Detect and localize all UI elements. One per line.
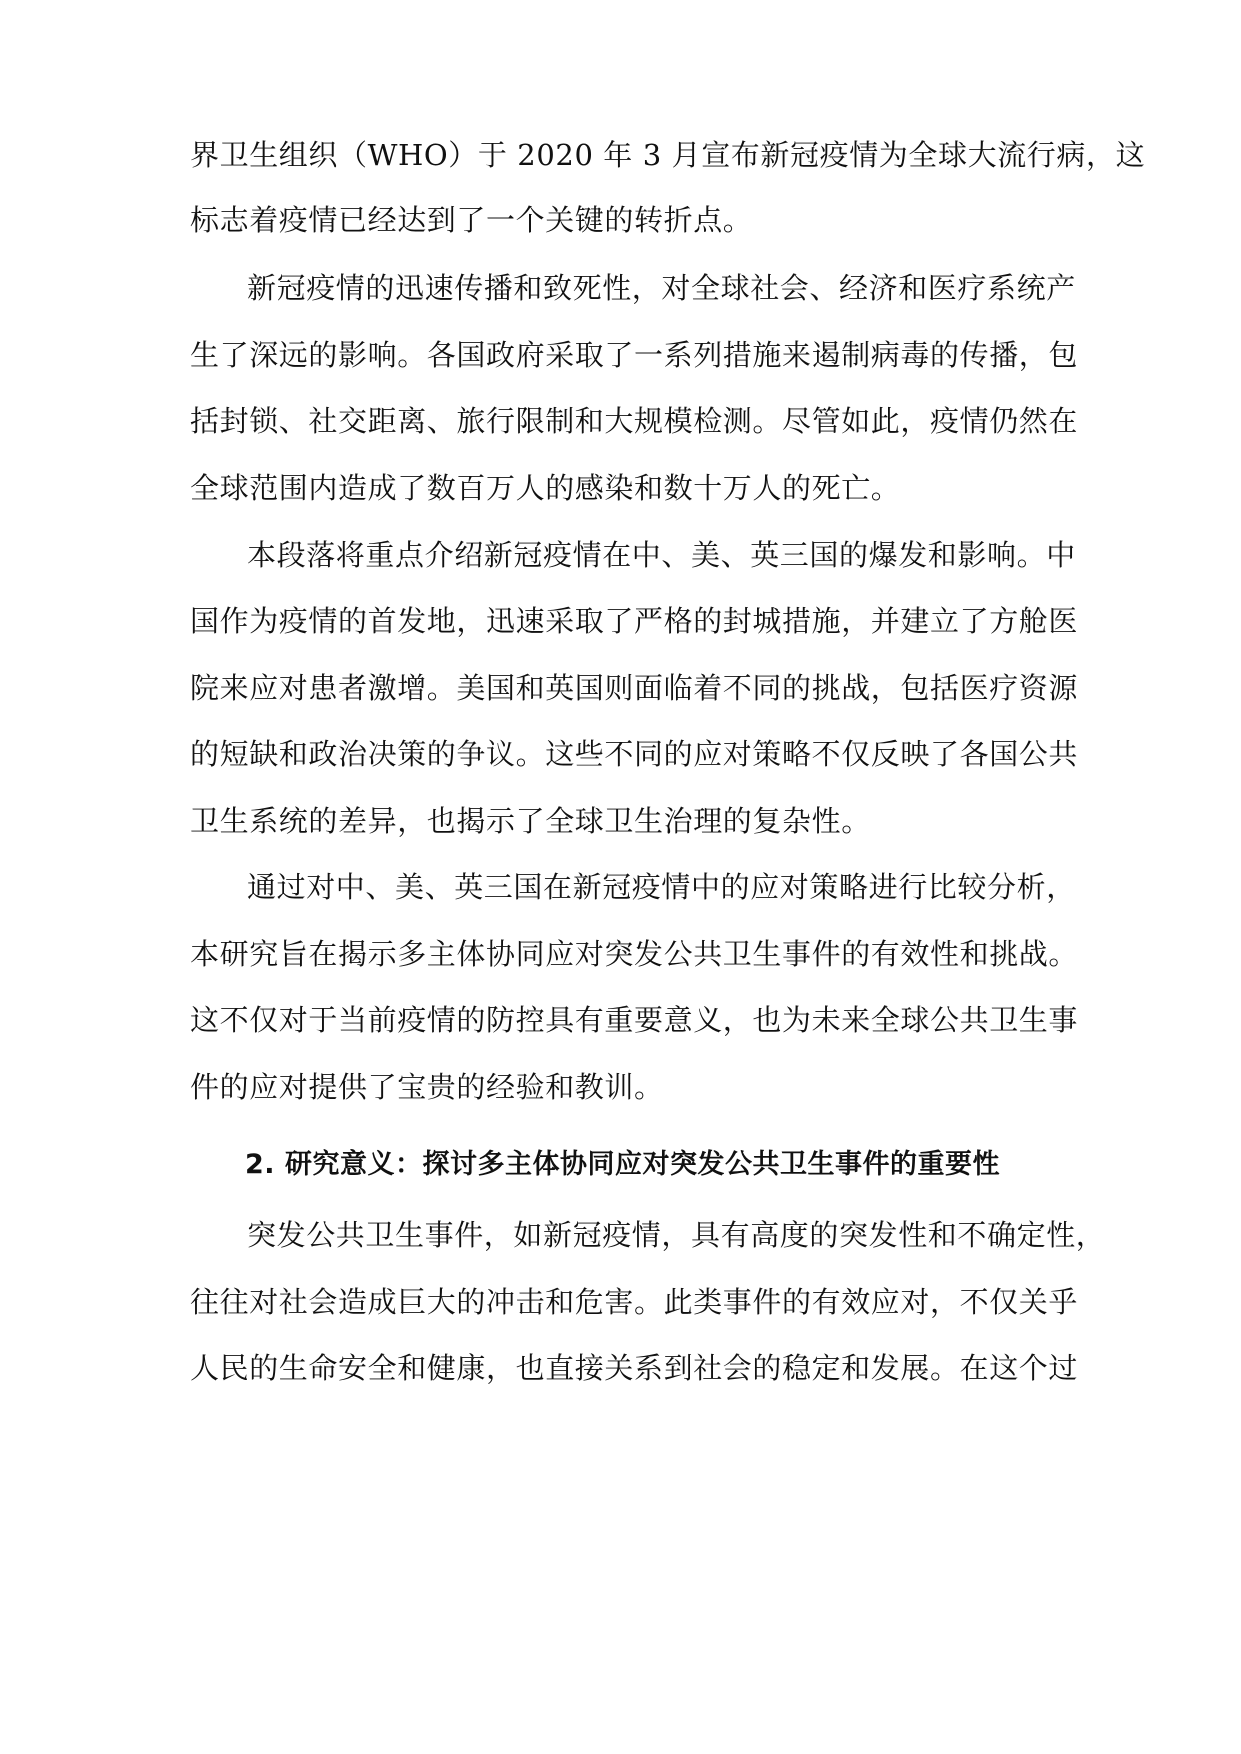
- section-paragraph-line-1: 突发公共卫生事件，如新冠疫情，具有高度的突发性和不确定性，: [247, 1218, 1106, 1252]
- paragraph-2-line-1: 新冠疫情的迅速传播和致死性，对全球社会、经济和医疗系统产: [247, 271, 1076, 305]
- paragraph-3-line-4: 的短缺和政治决策的争议。这些不同的应对策略不仅反映了各国公共: [190, 737, 1079, 771]
- paragraph-3-line-1: 本段落将重点介绍新冠疫情在中、美、英三国的爆发和影响。中: [247, 538, 1076, 572]
- paragraph-2-line-4: 全球范围内造成了数百万人的感染和数十万人的死亡。: [190, 471, 901, 505]
- section-heading: 2. 研究意义：探讨多主体协同应对突发公共卫生事件的重要性: [245, 1149, 1000, 1180]
- paragraph-1-line-2: 标志着疫情已经达到了一个关键的转折点。: [190, 203, 753, 237]
- paragraph-3-line-2: 国作为疫情的首发地，迅速采取了严格的封城措施，并建立了方舱医: [190, 604, 1079, 638]
- paragraph-4-line-2: 本研究旨在揭示多主体协同应对突发公共卫生事件的有效性和挑战。: [190, 937, 1079, 971]
- section-paragraph-line-3: 人民的生命安全和健康，也直接关系到社会的稳定和发展。在这个过: [190, 1351, 1079, 1385]
- paragraph-1-line-1: 界卫生组织（WHO）于 2020 年 3 月宣布新冠疫情为全球大流行病，这: [190, 138, 1146, 172]
- paragraph-4-line-4: 件的应对提供了宝贵的经验和教训。: [190, 1070, 664, 1104]
- paragraph-3-line-5: 卫生系统的差异，也揭示了全球卫生治理的复杂性。: [190, 804, 871, 838]
- paragraph-4-line-1: 通过对中、美、英三国在新冠疫情中的应对策略进行比较分析，: [247, 870, 1076, 904]
- paragraph-4-line-3: 这不仅对于当前疫情的防控具有重要意义，也为未来全球公共卫生事: [190, 1003, 1079, 1037]
- paragraph-3-line-3: 院来应对患者激增。美国和英国则面临着不同的挑战，包括医疗资源: [190, 671, 1079, 705]
- paragraph-2-line-3: 括封锁、社交距离、旅行限制和大规模检测。尽管如此，疫情仍然在: [190, 404, 1079, 438]
- paragraph-2-line-2: 生了深远的影响。各国政府采取了一系列措施来遏制病毒的传播，包: [190, 338, 1079, 372]
- section-paragraph-line-2: 往往对社会造成巨大的冲击和危害。此类事件的有效应对，不仅关乎: [190, 1285, 1079, 1319]
